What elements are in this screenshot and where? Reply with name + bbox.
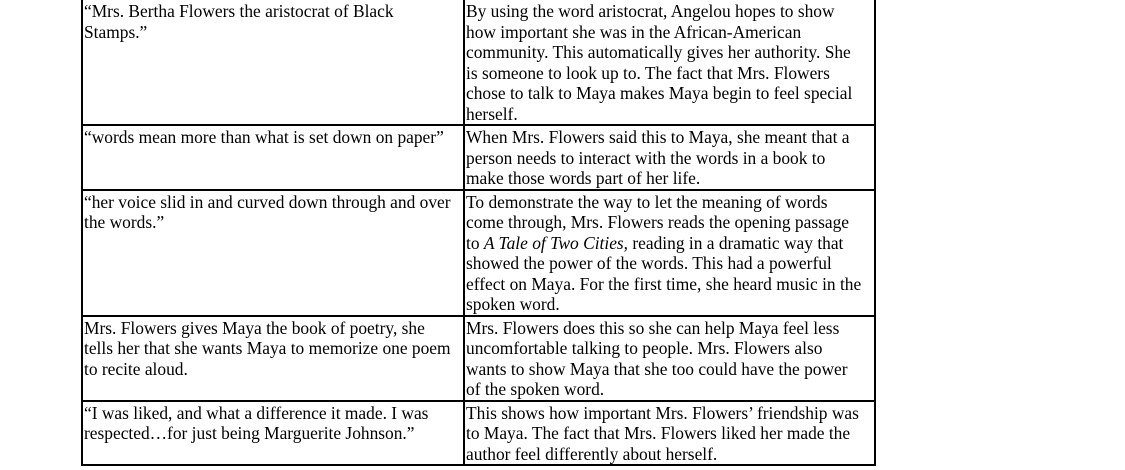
analysis-line: chose to talk to Maya makes Maya begin to feel special (466, 83, 853, 103)
quote-cell (82, 0, 464, 125)
table-row (82, 401, 875, 466)
quote-analysis-table (81, 0, 876, 466)
analysis-line: make those words part of her life. (466, 168, 701, 188)
table-row (82, 316, 875, 401)
analysis-line: community. This automatically gives her authority. She (466, 42, 851, 62)
analysis-line: By using the word aristocrat, Angelou hopes to show (466, 1, 835, 21)
analysis-line: of the spoken word. (466, 379, 605, 399)
analysis-line: To demonstrate the way to let the meaning of words (466, 191, 828, 212)
analysis-cell (464, 190, 875, 316)
analysis-line: to Maya. The fact that Mrs. Flowers liked her made the (466, 423, 851, 443)
quote-line: respected…for just being Marguerite Johnson.” (84, 423, 415, 443)
analysis-line: author feel differently about herself. (466, 443, 718, 464)
quote-line: the words.” (84, 212, 165, 232)
analysis-text: to (466, 232, 484, 253)
quote-line: tells her that she wants Maya to memorize one poem (84, 338, 451, 358)
analysis-line: spoken word. (466, 294, 560, 314)
analysis-line: uncomfortable talking to people. Mrs. Flowers also (466, 338, 823, 358)
analysis-line: When Mrs. Flowers said this to Maya, she meant that a (466, 127, 850, 147)
analysis-cell (464, 316, 875, 401)
quote-line: Stamps.” (84, 21, 148, 42)
analysis-line: is someone to look up to. The fact that Mrs. Flowers (466, 62, 830, 83)
quote-cell (82, 316, 464, 401)
analysis-line: This shows how important Mrs. Flowers’ friendship was (466, 402, 859, 423)
analysis-text: reading in a dramatic way that (628, 232, 844, 253)
analysis-cell (464, 401, 875, 466)
analysis-line: Mrs. Flowers does this so she can help Maya feel less (466, 317, 840, 338)
quote-line: “I was liked, and what a difference it made. I was (84, 402, 429, 423)
quote-line: Mrs. Flowers gives Maya the book of poetry, she (84, 317, 425, 338)
quote-line: “Mrs. Bertha Flowers the aristocrat of Black (84, 1, 394, 21)
quote-line: “her voice slid in and curved down through and over (84, 191, 451, 212)
table-row (82, 0, 875, 125)
analysis-line: wants to show Maya that she too could have the power (466, 358, 848, 379)
analysis-cell (464, 0, 875, 125)
book-title: A Tale of Two Cities, (483, 232, 629, 253)
quote-cell (82, 125, 464, 190)
quote-line: “words mean more than what is set down on paper” (84, 127, 444, 147)
analysis-line (466, 233, 873, 254)
table-row (82, 190, 875, 316)
analysis-line: showed the power of the words. This had a powerful (466, 253, 832, 273)
quote-line: to recite aloud. (84, 358, 188, 379)
quote-cell (82, 401, 464, 466)
analysis-cell (464, 125, 875, 190)
analysis-line: effect on Maya. For the first time, she heard music in the (466, 273, 862, 294)
table-row (82, 125, 875, 190)
analysis-line: herself. (466, 103, 518, 124)
analysis-line: how important she was in the African-American (466, 21, 802, 42)
quote-cell (82, 190, 464, 316)
analysis-line: person needs to interact with the words in a book to (466, 147, 826, 168)
analysis-line: come through, Mrs. Flowers reads the opening passage (466, 212, 849, 232)
